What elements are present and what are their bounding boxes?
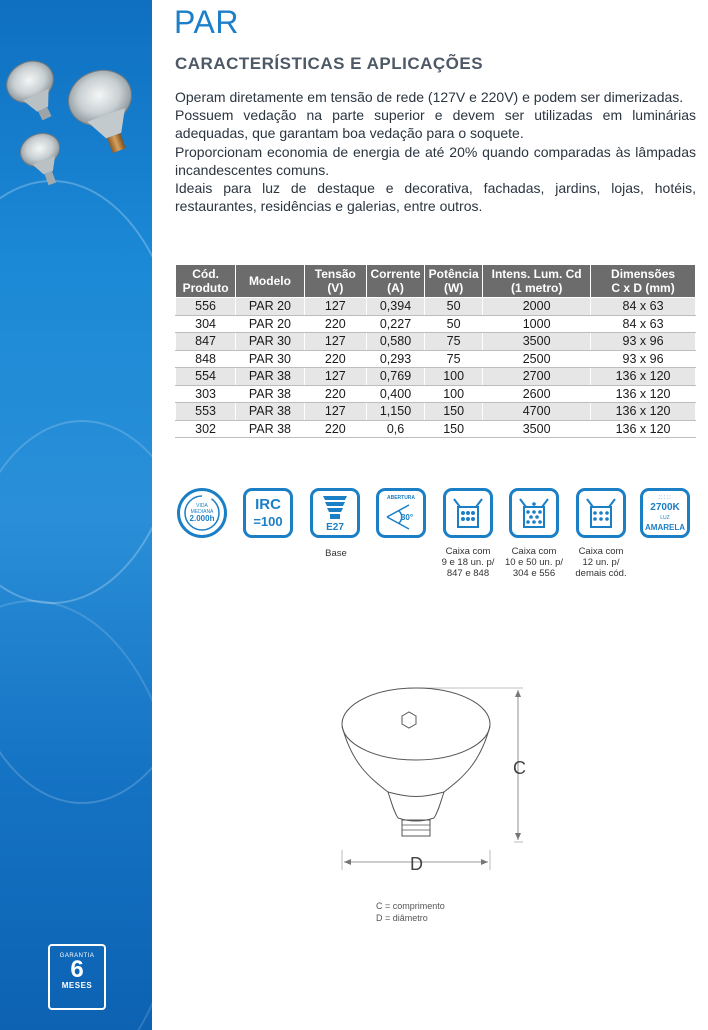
par-lamps-photo: [0, 40, 152, 200]
table-row: [176, 315, 696, 333]
table-cell: 220: [304, 420, 366, 438]
lifetime-icon: [177, 488, 227, 538]
socket-e27-icon: [310, 488, 360, 538]
length-label: C: [513, 758, 526, 778]
section-subtitle: CARACTERÍSTICAS E APLICAÇÕES: [175, 54, 484, 73]
table-cell: 84 x 63: [591, 298, 696, 316]
column-header: Modelo: [236, 265, 305, 298]
table-cell: 847: [176, 333, 236, 351]
warranty-badge: [48, 944, 106, 1010]
legend-diameter: D = diâmetro: [376, 913, 428, 923]
column-header: Intens. Lum. Cd (1 metro): [483, 265, 591, 298]
description: [175, 88, 696, 215]
table-cell: 304: [176, 315, 236, 333]
column-header: Cód. Produto: [176, 265, 236, 298]
table-row: [176, 403, 696, 421]
table-cell: PAR 20: [236, 315, 305, 333]
table-cell: 93 x 96: [591, 350, 696, 368]
table-cell: 3500: [483, 420, 591, 438]
legend-length: C = comprimento: [376, 901, 445, 911]
table-cell: 0,6: [366, 420, 424, 438]
table-cell: PAR 20: [236, 298, 305, 316]
table-cell: 0,769: [366, 368, 424, 386]
table-cell: 2500: [483, 350, 591, 368]
column-header: Potência (W): [425, 265, 483, 298]
color-temperature-icon: [640, 488, 690, 538]
lifetime-line1: VIDA: [196, 503, 208, 509]
table-cell: PAR 38: [236, 403, 305, 421]
table-cell: 2700: [483, 368, 591, 386]
table-cell: 50: [425, 298, 483, 316]
table-cell: 0,394: [366, 298, 424, 316]
socket-caption: Base: [325, 548, 347, 559]
table-cell: 303: [176, 385, 236, 403]
box-caption: Caixa com 10 e 50 un. p/ 304 e 556: [504, 546, 564, 579]
table-cell: 2600: [483, 385, 591, 403]
table-cell: 150: [425, 420, 483, 438]
table-cell: 127: [304, 333, 366, 351]
lamp-dimension-diagram: [330, 680, 540, 880]
table-cell: PAR 38: [236, 385, 305, 403]
lifetime-hours: 2.000h: [189, 514, 215, 523]
table-cell: 136 x 120: [591, 403, 696, 421]
table-row: [176, 368, 696, 386]
table-cell: 93 x 96: [591, 333, 696, 351]
table-cell: 0,293: [366, 350, 424, 368]
column-header: Dimensões C x D (mm): [591, 265, 696, 298]
color-temperature-name: AMARELA: [645, 523, 685, 532]
table-cell: 1,150: [366, 403, 424, 421]
table-cell: 556: [176, 298, 236, 316]
sidebar-decoration: [0, 0, 152, 1030]
socket-label: E27: [326, 522, 344, 533]
table-cell: PAR 38: [236, 420, 305, 438]
box-icon: [509, 488, 559, 538]
table-cell: 553: [176, 403, 236, 421]
table-cell: 127: [304, 403, 366, 421]
beam-angle-value: 30°: [400, 513, 414, 522]
table-cell: 136 x 120: [591, 385, 696, 403]
table-cell: 0,400: [366, 385, 424, 403]
spec-table: [175, 264, 696, 438]
table-cell: 1000: [483, 315, 591, 333]
color-temperature-dots: :::::: [658, 495, 672, 501]
table-row: [176, 385, 696, 403]
table-cell: 136 x 120: [591, 368, 696, 386]
table-cell: 848: [176, 350, 236, 368]
table-cell: 100: [425, 368, 483, 386]
table-cell: 127: [304, 298, 366, 316]
warranty-label: GARANTIA: [59, 953, 95, 959]
table-cell: 0,580: [366, 333, 424, 351]
box-caption: Caixa com 9 e 18 un. p/ 847 e 848: [441, 546, 495, 579]
beam-angle-icon: [376, 488, 426, 538]
table-cell: 554: [176, 368, 236, 386]
table-row: [176, 350, 696, 368]
table-cell: 136 x 120: [591, 420, 696, 438]
table-cell: 75: [425, 350, 483, 368]
table-cell: 150: [425, 403, 483, 421]
table-cell: PAR 30: [236, 333, 305, 351]
table-row: [176, 333, 696, 351]
description-paragraph: Proporcionam economia de energia de até 20% quando comparadas às lâmpadas incandescentes comuns.: [175, 143, 696, 178]
warranty-unit: MESES: [61, 981, 93, 990]
diagram-legend: [376, 900, 445, 924]
description-paragraph: Possuem vedação na parte superior e devem ser utilizadas em luminárias adequadas, que garantam boa vedação para o soquete.: [175, 107, 696, 142]
irc-icon: [243, 488, 293, 538]
page-title: PAR: [174, 4, 239, 40]
table-cell: 0,227: [366, 315, 424, 333]
column-header: Tensão (V): [304, 265, 366, 298]
table-cell: PAR 38: [236, 368, 305, 386]
table-cell: 3500: [483, 333, 591, 351]
table-cell: 84 x 63: [591, 315, 696, 333]
beam-angle-label: ABERTURA: [386, 495, 416, 501]
table-cell: PAR 30: [236, 350, 305, 368]
table-cell: 2000: [483, 298, 591, 316]
lifetime-line2: MEDIANA: [190, 509, 214, 515]
description-paragraph: Ideais para luz de destaque e decorativa, fachadas, jardins, lojas, hotéis, restaurantes, residências e galerias, entre outros.: [175, 180, 696, 215]
table-row: [176, 298, 696, 316]
table-cell: 75: [425, 333, 483, 351]
spec-table-body: [176, 298, 696, 438]
warranty-months: 6: [70, 956, 84, 983]
irc-value: =100: [253, 514, 283, 529]
table-row: [176, 420, 696, 438]
column-header: Corrente (A): [366, 265, 424, 298]
table-cell: 220: [304, 315, 366, 333]
spec-table-header: [176, 265, 696, 298]
table-cell: 4700: [483, 403, 591, 421]
color-temperature-label: LUZ: [660, 515, 670, 521]
diameter-label: D: [410, 854, 423, 874]
table-cell: 220: [304, 350, 366, 368]
table-cell: 50: [425, 315, 483, 333]
table-cell: 302: [176, 420, 236, 438]
color-temperature-value: 2700K: [650, 502, 680, 513]
description-paragraph: Operam diretamente em tensão de rede (127V e 220V) e podem ser dimerizadas.: [175, 89, 684, 105]
table-cell: 220: [304, 385, 366, 403]
box-caption: Caixa com 12 un. p/ demais cód.: [575, 546, 627, 579]
table-cell: 127: [304, 368, 366, 386]
irc-label: IRC: [255, 496, 281, 513]
box-icon: [576, 488, 626, 538]
table-cell: 100: [425, 385, 483, 403]
box-icon: [443, 488, 493, 538]
